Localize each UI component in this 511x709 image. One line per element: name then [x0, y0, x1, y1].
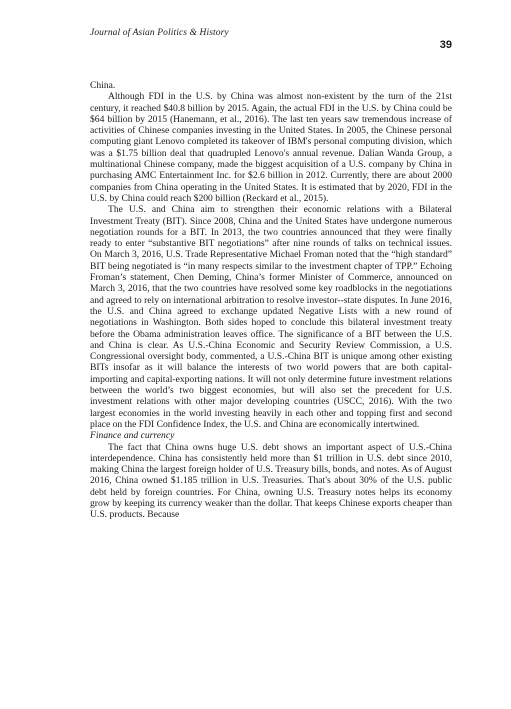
paragraph-finance: The fact that China owns huge U.S. debt shows an important aspect of U.S.-China interdependence. China has consistently held more than $1 trillion in U.S. debt since 2010, making China the largest foreign holder of U.S. Treasury bills, bonds, and notes. As of August 2016, China owned $1.185 trillion in U.S. Treasuries. That's about 30% of the U.S. public debt held by foreign countries. For China, owning U.S. Treasury notes helps its economy grow by keeping its currency weaker than the dollar. That keeps Chinese exports cheaper than U.S. products. Because: [90, 441, 452, 521]
journal-title: Journal of Asian Politics & History: [90, 28, 229, 38]
article-body: [90, 80, 452, 521]
continuation-text: China.: [90, 80, 116, 91]
section-heading-finance: Finance and currency: [90, 430, 175, 442]
paragraph-fdi: Although FDI in the U.S. by China was almost non-existent by the turn of the 21st century, it reached $40.8 billion by 2015. Again, the actual FDI in the U.S. by China could be $64 billion by 2015 (Hanemann, et al., 2016). The last ten years saw tremendous increase of activities of Chinese companies investing in the United States. In 2005, the Chinese personal computing giant Lenovo completed its takeover of IBM's personal computing division, which was a $1.75 billion deal that quadrupled Lenovo's annual revenue. Dalian Wanda Group, a multinational Chinese company, made the biggest acquisition of a U.S. company by China in purchasing AMC Entertainment Inc. for $2.6 billion in 2012. Currently, there are about 2000 companies from China operating in the United States. It is estimated that by 2020, FDI in the U.S. by China could reach $200 billion (Reckard et al., 2015).: [90, 91, 452, 204]
paragraph-bit: The U.S. and China aim to strengthen their economic relations with a Bilateral Investment Treaty (BIT). Since 2008, China and the United States have undergone numerous negotiation rounds for a BIT. In 2013, the two countries announced that they were finally ready to enter “substantive BIT negotiations” after nine rounds of talks on technical issues. On March 3, 2016, U.S. Trade Representative Michael Froman noted that the “high standard” BIT being negotiated is “in many respects similar to the investment chapter of TPP.” Echoing Froman’s statement, Chen Deming, China’s former Minister of Commerce, announced on March 3, 2016, that the two countries have resolved some key roadblocks in the negotiations and agreed to rely on international arbitration to resolve investor--state disputes. In June 2016, the U.S. and China agreed to exchange updated Negative Lists with a new round of negotiations in Washington. Both sides hoped to conclude this bilateral investment treaty before the Obama administration leaves office. The significance of a BIT between the U.S. and China is clear. As U.S.-China Economic and Security Review Commission, a U.S. Congressional oversight body, commented, a U.S.-China BIT is unique among other existing BITs insofar as it will balance the interests of two world powers that are both capital-importing and capital-exporting nations. It will not only determine future investment relations between the world’s two biggest economies, but will also set the precedent for U.S. investment relations with other major developing countries (USCC, 2016). With the two largest economies in the world investing heavily in each other and topping first and second place on the FDI Confidence Index, the U.S. and China are economically intertwined.: [90, 204, 452, 430]
page-number: 39: [439, 39, 452, 51]
